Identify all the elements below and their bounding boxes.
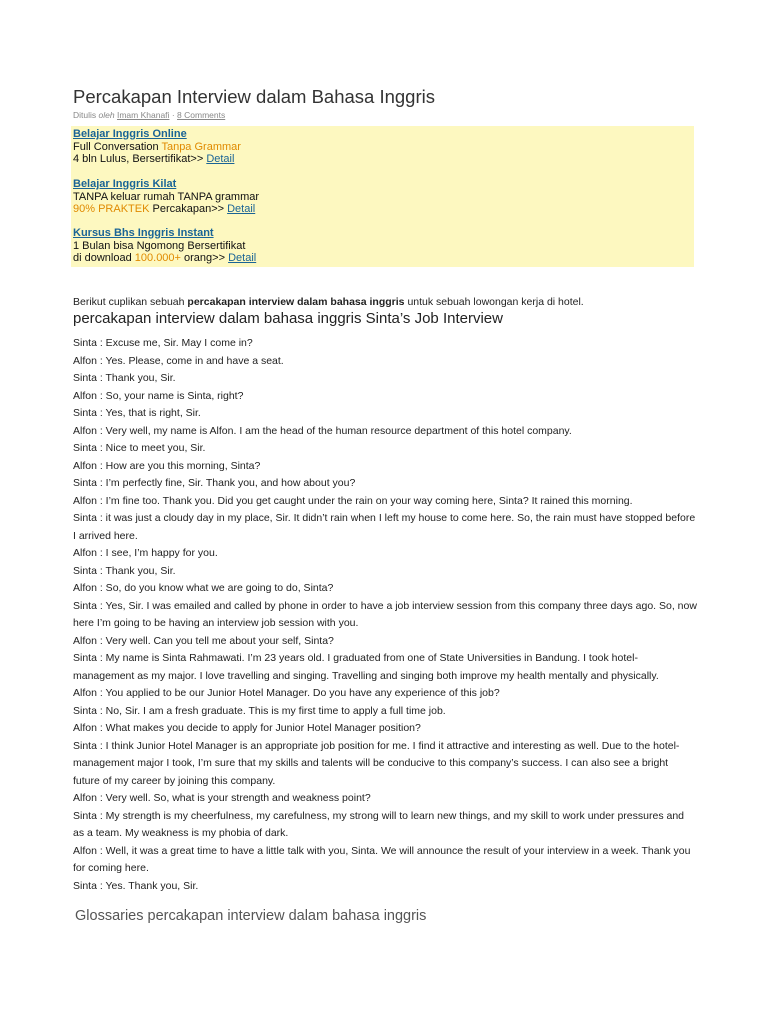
dialogue-line: Sinta : Thank you, Sir. <box>73 564 176 577</box>
ad-text: Full Conversation <box>73 140 159 153</box>
dialogue-line: Alfon : What makes you decide to apply for Junior Hotel Manager position? <box>73 722 421 734</box>
dialogue-line: Sinta : No, Sir. I am a fresh graduate. This is my first time to apply a full time job. <box>73 704 446 717</box>
ad-title-link[interactable]: Belajar Inggris Online <box>73 128 187 140</box>
dialogue-line: Alfon : So, do you know what we are going to do, Sinta? <box>73 582 334 594</box>
section-title: percakapan interview dalam bahasa inggris Sinta’s Job Interview <box>73 310 503 327</box>
dialogue-line: Alfon : How are you this morning, Sinta? <box>73 459 261 472</box>
dialogue-line: Sinta : My strength is my cheerfulness, my carefulness, my strong will to learn new things, and my skill to work under pressures and as a team. My weakness is my phobia of dark. <box>73 809 684 839</box>
ad-text: Percakapan>> <box>152 203 225 215</box>
dialogue-line: Alfon : Well, it was a great time to have a little talk with you, Sinta. We will announce the result of your interview in a week. Thank you for coming here. <box>73 844 691 874</box>
dialogue-line: Sinta : Yes, that is right, Sir. <box>73 407 201 419</box>
ad-title-link[interactable]: Belajar Inggris Kilat <box>73 178 177 190</box>
dialogue <box>73 335 697 895</box>
ad-text: TANPA keluar rumah TANPA grammar <box>73 190 260 203</box>
post-title: Percakapan Interview dalam Bahasa Inggris <box>73 86 435 107</box>
ad-highlight: 100.000+ <box>134 252 181 264</box>
dialogue-line: Alfon : Very well. So, what is your strength and weakness point? <box>73 792 371 804</box>
ad-block <box>73 178 259 216</box>
dialogue-line: Alfon : I see, I’m happy for you. <box>73 547 218 559</box>
ad-line <box>73 153 241 166</box>
ad-detail-link[interactable]: Detail <box>206 153 235 165</box>
dialogue-line: Sinta : I think Junior Hotel Manager is an appropriate job position for me. I find it attractive and interesting as well. Due to the hotel-management major I took, I’m sure that my skills and talents will be conducive to this company’s success. I can also see a bright future of my career by joining this company. <box>73 739 680 787</box>
dialogue-line: Alfon : So, your name is Sinta, right? <box>73 389 244 402</box>
dialogue-line: Sinta : Yes. Thank you, Sir. <box>73 879 199 892</box>
dialogue-line: Alfon : Very well. Can you tell me about your self, Sinta? <box>73 634 334 647</box>
dialogue-line: Sinta : My name is Sinta Rahmawati. I’m 23 years old. I graduated from one of State Universities in Bandung. I took hotel-management as my major. I love travelling and singing. Travelling and singing both improve my health mentally and physically. <box>73 652 659 682</box>
ad-text: orang>> <box>184 252 226 264</box>
dialogue-line: Alfon : Yes. Please, come in and have a seat. <box>73 354 284 367</box>
ad-block <box>73 128 241 166</box>
ad-highlight: Tanpa Grammar <box>161 140 241 153</box>
byline-separator: · <box>171 110 175 120</box>
dialogue-line: Alfon : I’m fine too. Thank you. Did you get caught under the rain on your way coming here, Sinta? It rained this morning. <box>73 494 633 507</box>
dialogue-line: Sinta : Thank you, Sir. <box>73 372 176 384</box>
intro-bold-text: percakapan interview dalam bahasa inggris <box>187 296 405 308</box>
ad-detail-link[interactable]: Detail <box>228 252 257 264</box>
intro-text: untuk sebuah lowongan kerja di hotel. <box>407 296 584 308</box>
ad-line <box>73 203 259 216</box>
ad-line <box>73 141 241 154</box>
intro-text: Berikut cuplikan sebuah <box>73 296 185 308</box>
ad-text: 4 bln Lulus, Bersertifikat>> <box>73 153 204 165</box>
ad-line <box>73 252 256 265</box>
byline-oleh: oleh <box>98 110 115 120</box>
ad-box <box>71 126 694 267</box>
dialogue-line: Alfon : You applied to be our Junior Hotel Manager. Do you have any experience of this job? <box>73 687 500 699</box>
ad-highlight: 90% PRAKTEK <box>73 203 150 215</box>
glossary-title: Glossaries percakapan interview dalam bahasa inggris <box>75 908 427 924</box>
ad-text: di download <box>73 252 132 264</box>
ad-line <box>73 240 256 253</box>
ad-detail-link[interactable]: Detail <box>227 203 256 215</box>
dialogue-line: Sinta : I’m perfectly fine, Sir. Thank you, and how about you? <box>73 477 356 489</box>
author-link[interactable]: Imam Khanafi <box>116 110 170 120</box>
dialogue-line: Sinta : Yes, Sir. I was emailed and called by phone in order to have a job interview session from this company three days ago. So, now here I’m going to be having an interview job session with you. <box>73 599 697 629</box>
intro-paragraph <box>73 296 584 308</box>
dialogue-line: Sinta : Nice to meet you, Sir. <box>73 442 206 454</box>
comments-link[interactable]: 8 Comments <box>177 110 226 120</box>
dialogue-line: Alfon : Very well, my name is Alfon. I am the head of the human resource department of this hotel company. <box>73 424 572 437</box>
ad-line <box>73 191 259 204</box>
ad-text: 1 Bulan bisa Ngomong Bersertifikat <box>73 239 246 252</box>
ad-block <box>73 227 256 265</box>
dialogue-line: Sinta : Excuse me, Sir. May I come in? <box>73 337 253 349</box>
byline-prefix: Ditulis <box>73 110 97 120</box>
ad-title-link[interactable]: Kursus Bhs Inggris Instant <box>73 227 214 239</box>
byline <box>73 110 225 120</box>
dialogue-line: Sinta : it was just a cloudy day in my place, Sir. It didn’t rain when I left my house to come here. So, the rain must have stopped before I arrived here. <box>73 512 696 542</box>
